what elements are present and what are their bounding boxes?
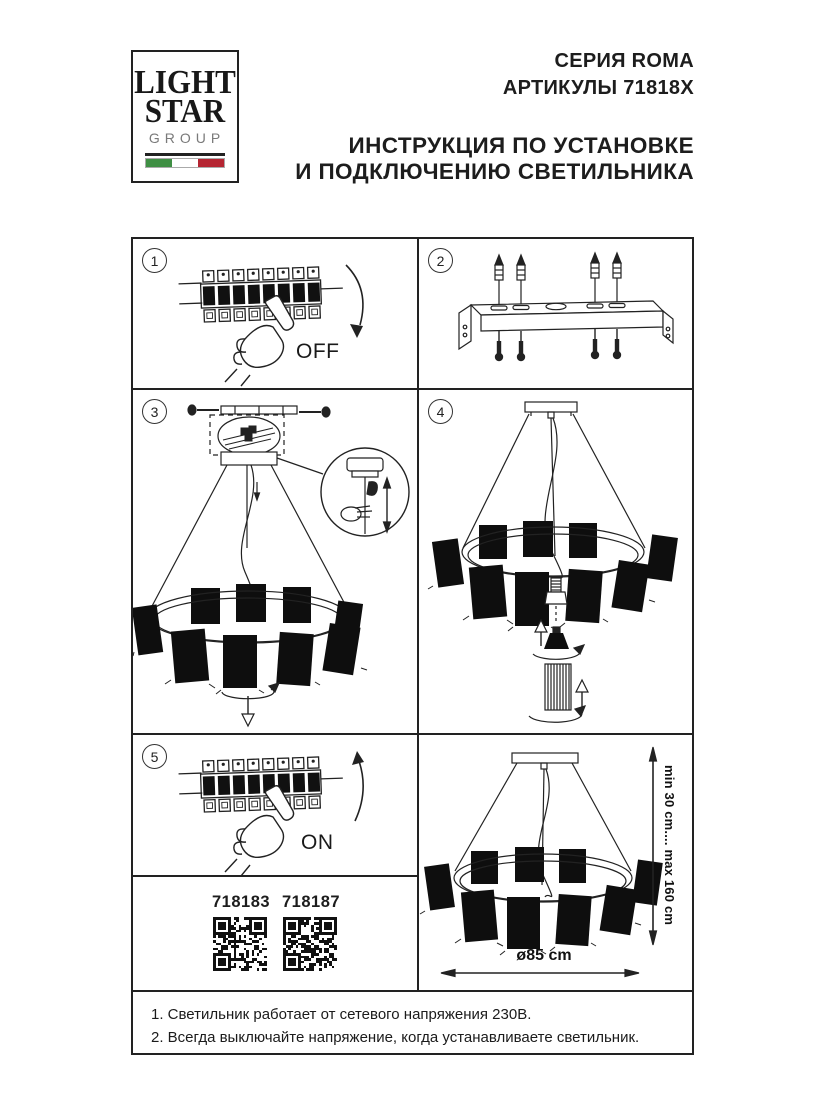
step-number-4: 4 bbox=[428, 399, 453, 424]
height-range-label: min 30 cm.... max 160 cm bbox=[662, 765, 677, 926]
panel-step-5 bbox=[133, 735, 417, 875]
curved-arrow-up-icon bbox=[352, 751, 364, 821]
panel-step-1 bbox=[133, 239, 417, 388]
wiring-and-hanging-illustration bbox=[133, 390, 417, 733]
document-title bbox=[503, 48, 694, 102]
logo-word-light: LIGHT bbox=[134, 62, 236, 101]
instruction-heading bbox=[295, 133, 694, 185]
panel-step-3 bbox=[133, 390, 417, 733]
article-number-left: 718183 bbox=[212, 893, 271, 911]
series-title: СЕРИЯ ROMA bbox=[554, 50, 694, 72]
instruction-grid bbox=[131, 237, 694, 1055]
qr-image-right bbox=[283, 917, 337, 971]
height-dimension-arrow bbox=[650, 747, 657, 945]
note-2: 2. Всегда выключайте напряжение, когда устанавливаете светильник. bbox=[151, 1029, 640, 1047]
lamp-assembly-illustration bbox=[419, 390, 692, 733]
panel-step-2 bbox=[419, 239, 692, 388]
articles-title: АРТИКУЛЫ 71818X bbox=[502, 77, 694, 99]
step-number-2: 2 bbox=[428, 248, 453, 273]
cable-adjuster-detail bbox=[321, 448, 409, 536]
diameter-dimension-arrow bbox=[441, 970, 639, 977]
logo-word-star: STAR bbox=[144, 91, 226, 129]
qr-image-left bbox=[213, 917, 267, 971]
qr-section bbox=[133, 877, 417, 990]
lightstar-logo bbox=[131, 50, 239, 183]
italian-flag-icon bbox=[145, 153, 225, 168]
circuit-breaker-on-illustration bbox=[133, 735, 417, 875]
panel-step-4 bbox=[419, 390, 692, 733]
step-number-5: 5 bbox=[142, 744, 167, 769]
note-1: 1. Светильник работает от сетевого напряжения 230В. bbox=[151, 1006, 532, 1023]
anchor-screws-up bbox=[495, 253, 621, 305]
circuit-breaker-off-illustration bbox=[133, 239, 417, 388]
instruction-line-2: И ПОДКЛЮЧЕНИЮ СВЕТИЛЬНИКА bbox=[295, 159, 694, 185]
article-number-right: 718187 bbox=[282, 893, 341, 911]
lamp-shades-back bbox=[191, 584, 311, 624]
diameter-label: ø85 cm bbox=[516, 947, 572, 964]
mounting-bracket-illustration bbox=[419, 239, 692, 388]
instruction-line-1: ИНСТРУКЦИЯ ПО УСТАНОВКЕ bbox=[348, 133, 694, 158]
screws-below bbox=[495, 329, 621, 361]
qr-code-right bbox=[282, 893, 341, 990]
qr-code-left bbox=[212, 893, 271, 990]
step-number-1: 1 bbox=[142, 248, 167, 273]
off-label: OFF bbox=[296, 340, 340, 363]
step-number-3: 3 bbox=[142, 399, 167, 424]
curved-arrow-down-icon bbox=[346, 265, 363, 338]
on-label: ON bbox=[301, 831, 334, 854]
panel-dimensions bbox=[419, 735, 692, 990]
footnotes bbox=[133, 992, 692, 1053]
logo-word-group: GROUP bbox=[148, 130, 226, 147]
